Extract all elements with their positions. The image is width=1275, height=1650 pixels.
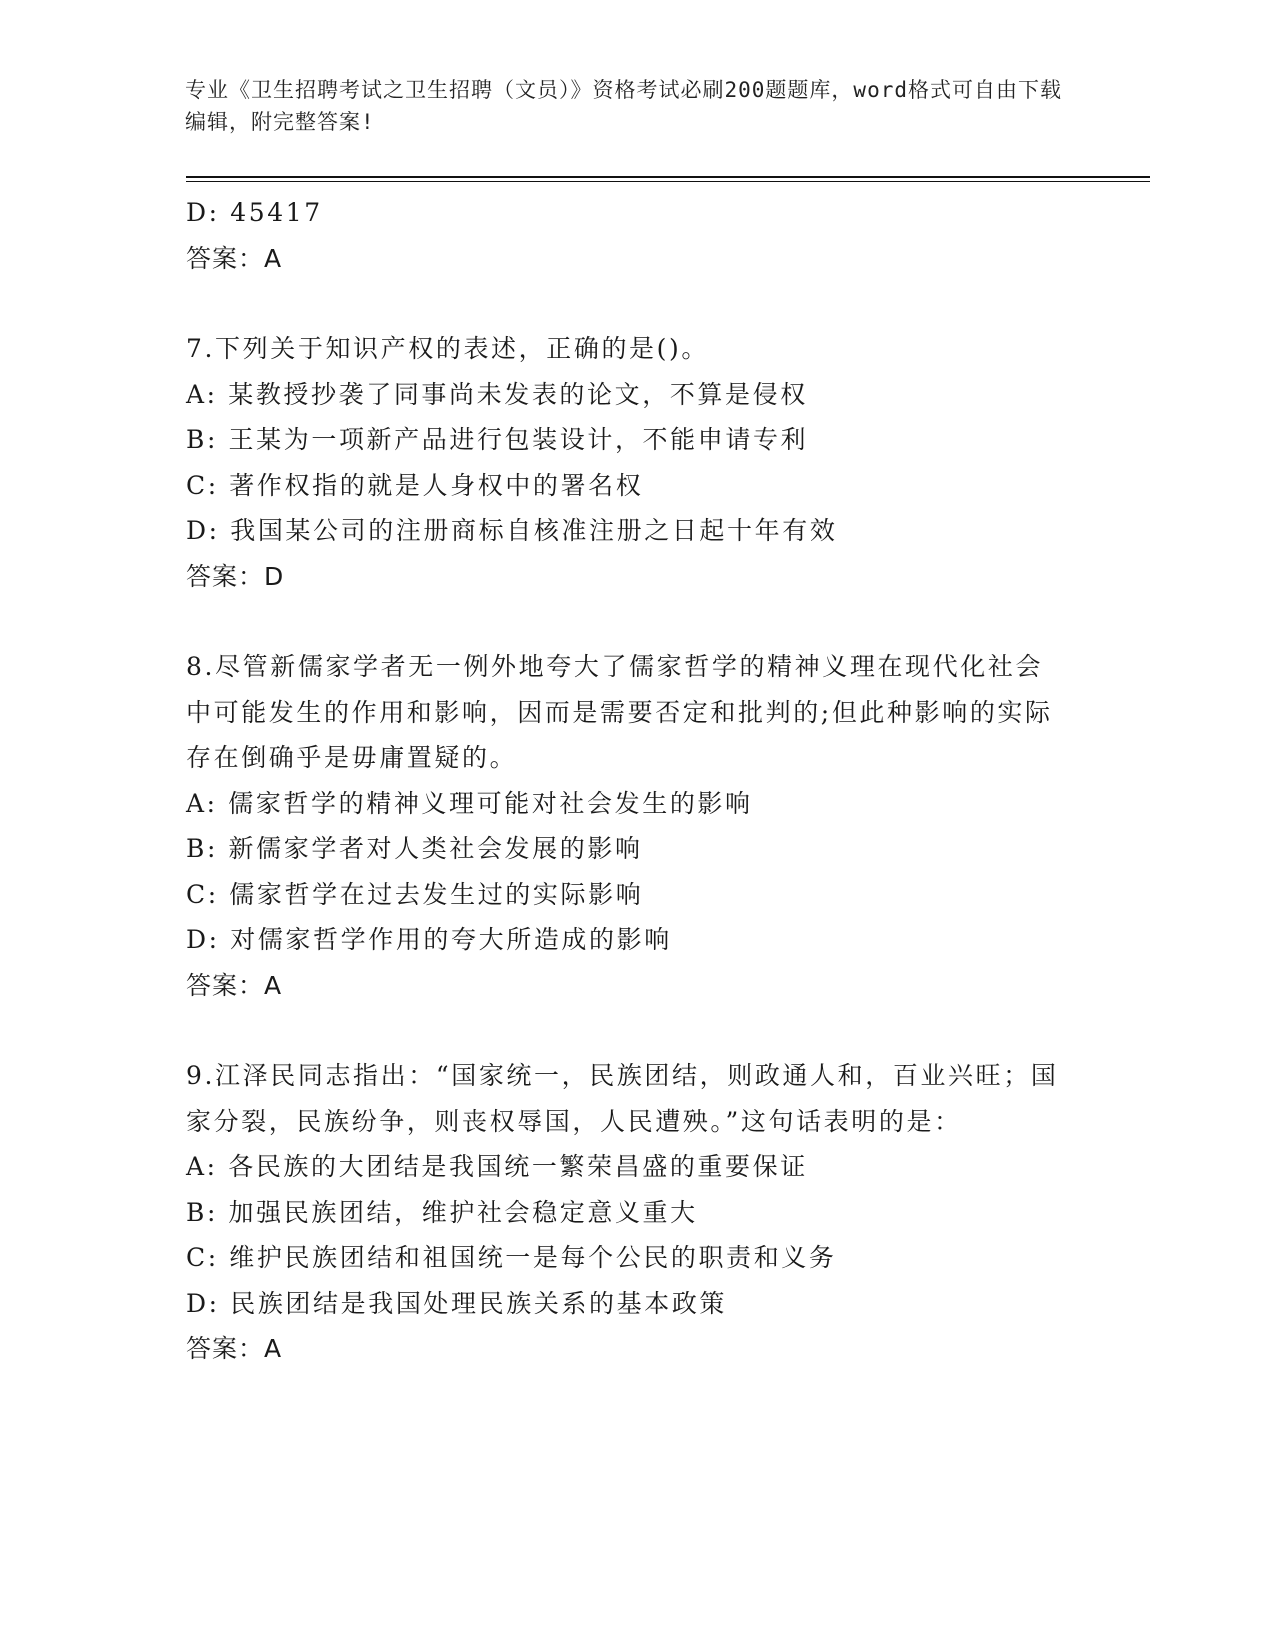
option-d: D: 民族团结是我国处理民族关系的基本政策 [186, 1288, 728, 1318]
question-9 [186, 1053, 1086, 1372]
option-b: B: 加强民族团结，维护社会稳定意义重大 [186, 1197, 698, 1227]
spacer [186, 281, 1086, 326]
question-7 [186, 326, 1086, 599]
spacer [186, 599, 1086, 644]
prev-option-d: D: 45417 [186, 198, 323, 227]
option-a: A: 各民族的大团结是我国统一繁荣昌盛的重要保证 [186, 1152, 808, 1181]
document-header: 专业《卫生招聘考试之卫生招聘（文员）》资格考试必刷200题题库，word格式可自由下载编辑，附完整答案! [185, 78, 1062, 134]
question-stem: 8.尽管新儒家学者无一例外地夸大了儒家哲学的精神义理在现代化社会中可能发生的作用和影响，因而是需要否定和批判的;但此种影响的实际存在倒确乎是毋庸置疑的。 [186, 652, 1053, 772]
spacer [186, 1008, 1086, 1053]
option-b: B: 王某为一项新产品进行包装设计，不能申请专利 [186, 425, 809, 454]
answer: 答案：A [186, 1334, 283, 1363]
answer: 答案：A [186, 970, 283, 1000]
header-divider-thick [186, 176, 1150, 178]
answer: 答案：D [186, 561, 285, 591]
option-d: D: 对儒家哲学作用的夸大所造成的影响 [186, 925, 672, 954]
question-content [186, 190, 1086, 1372]
prev-answer: 答案：A [186, 243, 283, 273]
option-c: C: 儒家哲学在过去发生过的实际影响 [186, 879, 644, 909]
option-b: B: 新儒家学者对人类社会发展的影响 [186, 834, 643, 863]
question-8 [186, 644, 1086, 1008]
question-stem: 7.下列关于知识产权的表述，正确的是()。 [186, 334, 709, 363]
option-a: A: 某教授抄袭了同事尚未发表的论文，不算是侵权 [186, 379, 808, 409]
option-c: C: 著作权指的就是人身权中的署名权 [186, 470, 644, 500]
option-d: D: 我国某公司的注册商标自核准注册之日起十年有效 [186, 516, 838, 545]
option-c: C: 维护民族团结和祖国统一是每个公民的职责和义务 [186, 1243, 837, 1272]
question-stem: 9.江泽民同志指出：“国家统一，民族团结，则政通人和，百业兴旺；国家分裂，民族纷争，则丧权辱国，人民遭殃。”这句话表明的是： [186, 1061, 1059, 1136]
option-a: A: 儒家哲学的精神义理可能对社会发生的影响 [186, 788, 753, 818]
header-divider-thin [186, 181, 1150, 182]
